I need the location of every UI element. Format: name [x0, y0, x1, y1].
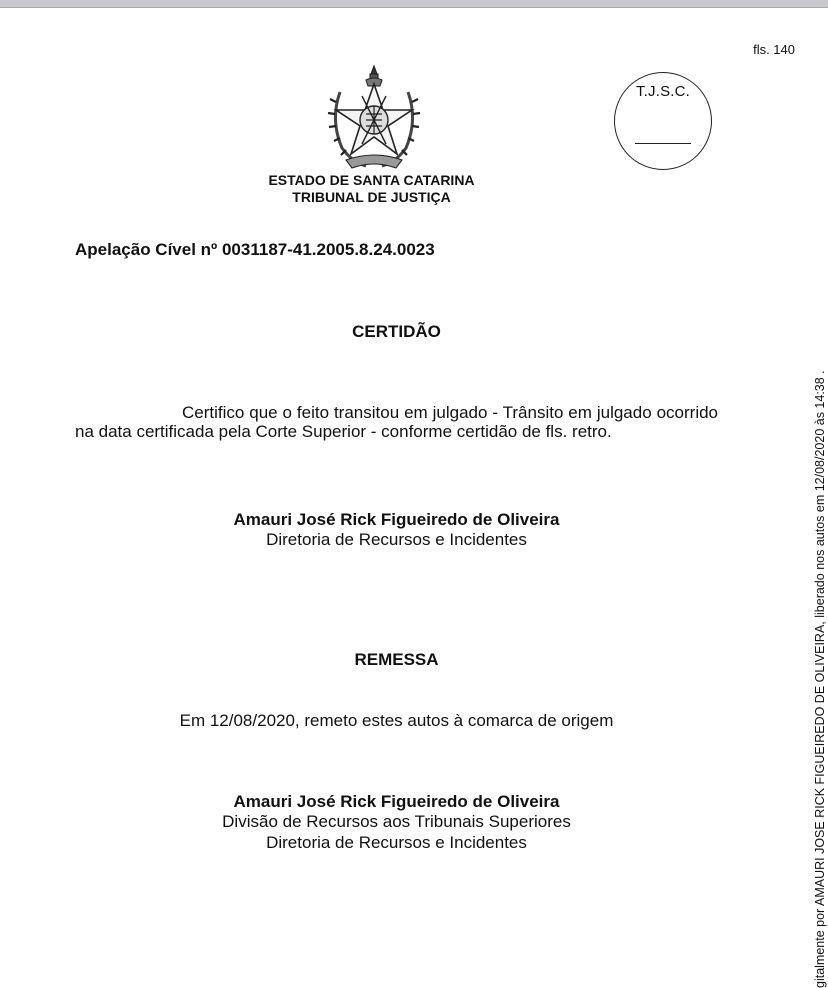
certidao-signer-name: Amauri José Rick Figueiredo de Oliveira: [233, 510, 560, 529]
page-number: fls. 140: [753, 42, 795, 57]
certidao-title: CERTIDÃO: [352, 322, 441, 341]
viewer-top-bar: [0, 0, 828, 8]
court-name: TRIBUNAL DE JUSTIÇA: [292, 189, 451, 205]
digital-signature-note: gitalmente por AMAURI JOSE RICK FIGUEIREDO DE OLIVEIRA, liberado nos autos em 12/08/2020 às 14:38 .: [813, 370, 827, 988]
case-number: Apelação Cível nº 0031187-41.2005.8.24.0023: [75, 240, 435, 259]
remessa-signer-name: Amauri José Rick Figueiredo de Oliveira: [233, 792, 560, 811]
certidao-text-content: Certifico que o feito transitou em julgado - Trânsito em julgado ocorrido na data certificada pela Corte Superior - conforme certidão de fls. retro.: [75, 403, 718, 441]
remessa-signer-division: Divisão de Recursos aos Tribunais Superiores: [222, 812, 571, 831]
remessa-text: Em 12/08/2020, remeto estes autos à comarca de origem: [179, 711, 614, 730]
stamp-signature-line: [635, 143, 691, 144]
tjsc-stamp: [614, 72, 712, 170]
document-page: [0, 8, 828, 988]
state-name: ESTADO DE SANTA CATARINA: [268, 172, 475, 188]
certidao-text: [75, 403, 718, 441]
remessa-title: REMESSA: [354, 650, 439, 669]
remessa-signer-role: Diretoria de Recursos e Incidentes: [266, 833, 527, 852]
state-coat-of-arms-emblem: [326, 62, 422, 174]
stamp-label: T.J.S.C.: [635, 83, 691, 100]
certidao-signer-role: Diretoria de Recursos e Incidentes: [266, 530, 527, 549]
